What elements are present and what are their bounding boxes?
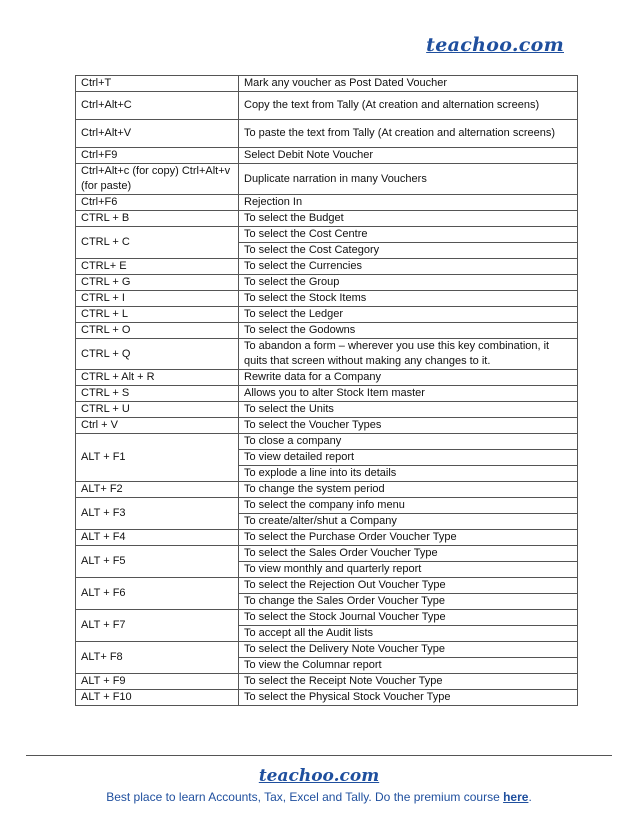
shortcut-row [76, 402, 578, 418]
shortcut-row [76, 642, 578, 658]
footer-tagline [0, 790, 638, 804]
shortcut-action: To abandon a form – wherever you use this key combination, it quits that screen without making any changes to it. [239, 339, 578, 370]
shortcut-row [76, 418, 578, 434]
shortcut-action: To paste the text from Tally (At creation and alternation screens) [239, 120, 578, 148]
shortcut-action: To close a company [239, 434, 578, 450]
shortcut-key: CTRL + I [76, 291, 239, 307]
teachoo-logo[interactable]: teachoo.com [426, 34, 564, 56]
shortcut-row [76, 578, 578, 594]
shortcut-key: CTRL + L [76, 307, 239, 323]
shortcut-key: ALT + F4 [76, 530, 239, 546]
shortcut-action: To change the Sales Order Voucher Type [239, 594, 578, 610]
shortcut-action: Rewrite data for a Company [239, 370, 578, 386]
shortcut-action: To select the Godowns [239, 323, 578, 339]
shortcut-key: Ctrl+Alt+V [76, 120, 239, 148]
shortcut-row [76, 227, 578, 243]
shortcut-key: ALT + F7 [76, 610, 239, 642]
shortcut-key: CTRL + Alt + R [76, 370, 239, 386]
shortcut-action: Allows you to alter Stock Item master [239, 386, 578, 402]
shortcut-action: To select the Sales Order Voucher Type [239, 546, 578, 562]
shortcut-key: ALT+ F2 [76, 482, 239, 498]
shortcut-action: To select the Voucher Types [239, 418, 578, 434]
shortcut-row [76, 498, 578, 514]
shortcut-action: Select Debit Note Voucher [239, 148, 578, 164]
shortcut-row [76, 370, 578, 386]
shortcut-row [76, 307, 578, 323]
shortcut-action: To select the Currencies [239, 259, 578, 275]
shortcut-action: To select the Physical Stock Voucher Type [239, 690, 578, 706]
shortcut-action: Rejection In [239, 195, 578, 211]
shortcut-action: To view monthly and quarterly report [239, 562, 578, 578]
shortcut-row [76, 164, 578, 195]
tagline-text: Best place to learn Accounts, Tax, Excel and Tally. Do the premium course [106, 790, 504, 804]
shortcut-action: To change the system period [239, 482, 578, 498]
shortcut-row [76, 76, 578, 92]
shortcut-key: Ctrl+Alt+c (for copy) Ctrl+Alt+v (for paste) [76, 164, 239, 195]
shortcut-table-body [76, 76, 578, 706]
shortcut-key: Ctrl+Alt+C [76, 92, 239, 120]
shortcut-action: To select the Cost Centre [239, 227, 578, 243]
shortcut-key: ALT + F3 [76, 498, 239, 530]
shortcut-action: To view detailed report [239, 450, 578, 466]
shortcut-action: To select the Cost Category [239, 243, 578, 259]
shortcut-action: To select the company info menu [239, 498, 578, 514]
shortcut-key: ALT + F1 [76, 434, 239, 482]
shortcut-action: To explode a line into its details [239, 466, 578, 482]
shortcut-action: To select the Budget [239, 211, 578, 227]
shortcut-row [76, 211, 578, 227]
shortcut-row [76, 275, 578, 291]
shortcut-action: To select the Group [239, 275, 578, 291]
shortcut-row [76, 323, 578, 339]
shortcut-key: ALT + F10 [76, 690, 239, 706]
shortcut-row [76, 148, 578, 164]
shortcut-row [76, 610, 578, 626]
shortcut-key: CTRL + S [76, 386, 239, 402]
shortcut-key: ALT + F9 [76, 674, 239, 690]
shortcut-row [76, 482, 578, 498]
shortcut-row [76, 195, 578, 211]
shortcut-action: To select the Stock Items [239, 291, 578, 307]
shortcut-key: ALT + F5 [76, 546, 239, 578]
shortcut-row [76, 259, 578, 275]
shortcut-action: Mark any voucher as Post Dated Voucher [239, 76, 578, 92]
shortcut-row [76, 546, 578, 562]
shortcut-action: Duplicate narration in many Vouchers [239, 164, 578, 195]
shortcut-key: CTRL + Q [76, 339, 239, 370]
footer-divider [26, 755, 612, 756]
shortcut-key: CTRL + C [76, 227, 239, 259]
shortcut-row [76, 530, 578, 546]
shortcut-action: To select the Delivery Note Voucher Type [239, 642, 578, 658]
shortcut-action: To select the Ledger [239, 307, 578, 323]
shortcut-key: CTRL + G [76, 275, 239, 291]
shortcut-table [75, 75, 578, 706]
shortcut-row [76, 434, 578, 450]
shortcut-row [76, 386, 578, 402]
shortcut-key: Ctrl+T [76, 76, 239, 92]
shortcut-key: CTRL + U [76, 402, 239, 418]
shortcut-key: ALT + F6 [76, 578, 239, 610]
premium-course-link[interactable]: here [503, 790, 529, 804]
tagline-end: . [528, 790, 532, 804]
shortcut-key: Ctrl + V [76, 418, 239, 434]
shortcut-action: To select the Rejection Out Voucher Type [239, 578, 578, 594]
shortcut-action: To view the Columnar report [239, 658, 578, 674]
shortcut-row [76, 120, 578, 148]
shortcut-row [76, 92, 578, 120]
shortcut-key: ALT+ F8 [76, 642, 239, 674]
shortcut-key: CTRL + O [76, 323, 239, 339]
footer-teachoo-logo[interactable]: teachoo.com [258, 766, 380, 786]
shortcut-row [76, 339, 578, 370]
shortcut-action: To select the Stock Journal Voucher Type [239, 610, 578, 626]
shortcut-row [76, 291, 578, 307]
shortcut-row [76, 690, 578, 706]
shortcut-key: CTRL + B [76, 211, 239, 227]
shortcut-key: CTRL+ E [76, 259, 239, 275]
shortcut-key: Ctrl+F9 [76, 148, 239, 164]
shortcut-action: To select the Purchase Order Voucher Type [239, 530, 578, 546]
shortcut-action: To select the Units [239, 402, 578, 418]
shortcut-row [76, 674, 578, 690]
shortcut-action: To select the Receipt Note Voucher Type [239, 674, 578, 690]
shortcut-action: Copy the text from Tally (At creation and alternation screens) [239, 92, 578, 120]
shortcut-key: Ctrl+F6 [76, 195, 239, 211]
shortcut-action: To create/alter/shut a Company [239, 514, 578, 530]
shortcut-action: To accept all the Audit lists [239, 626, 578, 642]
